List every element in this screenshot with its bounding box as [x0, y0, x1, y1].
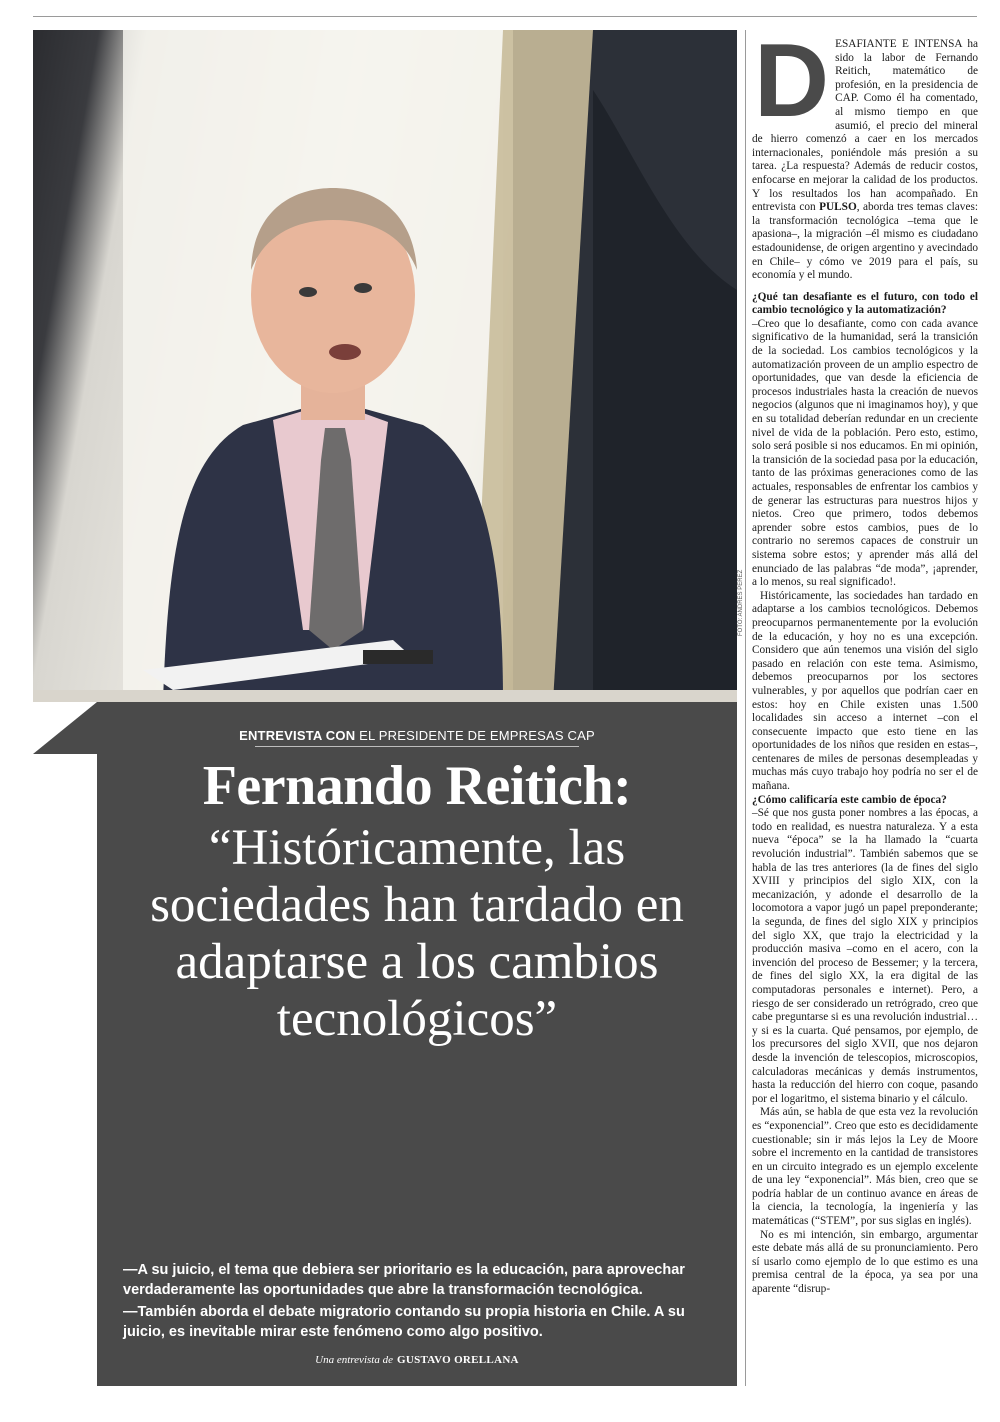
answer-2-cont-2: No es mi intención, sin embargo, argumentar este debate más allá de su pronunciamiento. Pero sí usarlo como ejemplo de lo que estimo es una premisa central de la época, ya sea por una aparente “disrup- — [752, 1228, 978, 1296]
top-rule — [33, 16, 977, 17]
headline-quote: “Históricamente, las sociedades han tardado en adaptarse a los cambios tecnológicos” — [150, 820, 684, 1047]
kicker — [97, 728, 737, 743]
article-column — [752, 23, 978, 1297]
portrait-photo — [33, 30, 737, 702]
question-1: ¿Qué tan desafiante es el futuro, con todo el cambio tecnológico y la automatización? — [752, 290, 978, 317]
headline-panel — [97, 702, 737, 1386]
deck-list — [123, 1260, 723, 1344]
byline — [97, 1354, 737, 1366]
answer-1-cont: Históricamente, las sociedades han tardado en adaptarse a los cambios tecnológicos. Debemos preocuparnos permanentemente por la evolución de la educación, y hoy no es una excepción. Considero que aún tenemos una visión del siglo pasado en relación con este tema. Asimismo, debemos preocuparnos por los sectores vulnerables, y por aquellos que podrían caer en estos: hoy en Chile existen unas 1.500 localidades sin acceso a internet –con el consecuente impacto que esto tiene en las oportunidades de los niños que residen en estas–, centenares de miles de personas desempleadas y muchas más cuyo trabajo hoy podría no ser el de mañana. — [752, 589, 978, 793]
kicker-underline — [255, 746, 579, 747]
headline-name: Fernando Reitich: — [202, 755, 632, 817]
kicker-rest: EL PRESIDENTE DE EMPRESAS CAP — [355, 728, 595, 743]
intro-text-b: , aborda tres temas claves: la transformación tecnológica –tema que le apasiona–, la migración –él mismo es ciudadano estadounidense, de origen argentino y avecindado en Chile– y cómo ve 2019 para el país, su economía y el mundo. — [752, 201, 978, 282]
byline-author: GUSTAVO ORELLANA — [396, 1354, 519, 1366]
intro-text-a: ESAFIANTE E INTENSA ha sido la labor de Fernando Reitich, matemático de profesión, en la presidencia de CAP. Como él ha comentado, al mismo tiempo en que asumió, el precio del mineral de hierro comenzó a caer en los mercados internacionales, poniéndole más presión a su tarea. ¿La respuesta? Además de reducir costos, enfocarse en mejorar la calidad de los productos. Y los resultados los han acompañado. En entrevista con — [752, 38, 978, 214]
answer-1: –Creo que lo desafiante, como con cada avance significativo de la humanidad, será la transición de la sociedad. Los cambios tecnológicos y la automatización proveen de un amplio espectro de oportunidades, que van desde la eficiencia de procesos industriales hasta la creación de nuevos negocios (algunos que ni imaginamos hoy), y que en su totalidad deberían redundar en un creciente nivel de vida de la población. Pero esto, estimo, solo será posible si nos educamos. En mi opinión, la transición de la sociedad pasa por la educación, tanto de las próximas generaciones como de las actuales, responsables de enfrentar los cambios y de generar las estructuras para nuestros hijos y nietos. Creo que primero, todos debemos aprender sobre estos cambios, pues de lo contrario no seremos capaces de construir un sistema sobre estos; y aprender más allá del enunciado de las palabras “de moda”, ¡aprender, a lo menos, su real significado!. — [752, 317, 978, 589]
headline — [97, 754, 737, 1048]
drop-cap: D — [754, 23, 830, 139]
answer-2-cont: Más aún, se habla de que esta vez la revolución es “exponencial”. Creo que esto es decididamente cuestionable; sin ir más lejos la Ley de Moore sobre el incremento en la cantidad de transistores en un circuito integrado es un ejemplo excelente de una ley “exponencial”. Más bien, creo que se podría hablar de un continuo avance en áreas de la ciencia, la tecnología, la ingeniería y las matemáticas (“STEM”, por sus siglas en inglés). — [752, 1106, 978, 1228]
portrait-illustration — [33, 30, 737, 702]
brand-name: PULSO — [819, 201, 857, 214]
answer-2: –Sé que nos gusta poner nombres a las épocas, a todo en realidad, es nuestra naturaleza. Y a esta nueva “época” se la ha llamado la “cuarta revolución industrial”. También sabemos que se habla de las tres anteriores (la de fines del siglo XVIII y principios del siglo XIX, con la mecanización, y adonde el desarrollo de la locomotora a vapor jugó un papel preponderante; la segunda, de fines del siglo XIX y principios del siglo XX, que trajo la electricidad y la producción masiva –como en el acero, con la invención del proceso de Bessemer; y la tercera, de fines del siglo XX, la era digital de las computadoras personales e internet). Pero, a riesgo de ser considerado un retrógrado, creo que cabe preguntarse si es una revolución industrial… y si es la cuarta. Qué pensamos, por ejemplo, de los precursores del siglo XVII, que nos dejaron desde la invención de telescopios, microscopios, calculadoras mecánicas y demás instrumentos, hasta la reducción del hierro con coque, pasando por el logaritmo, el sistema binario y el cálculo. — [752, 807, 978, 1105]
deck-item: —También aborda el debate migratorio contando su propia historia en Chile. A su juicio, es inevitable mirar este fenómeno como algo positivo. — [123, 1304, 685, 1340]
deck-item: —A su juicio, el tema que debiera ser prioritario es la educación, para aprovechar verdaderamente las oportunidades que abre la transformación tecnológica. — [123, 1262, 685, 1298]
column-rule — [745, 30, 746, 1386]
byline-prefix: Una entrevista de — [315, 1354, 393, 1366]
photo-credit: FOTO: ANDRES PEREZ — [738, 569, 744, 636]
kicker-bold: ENTREVISTA CON — [239, 728, 356, 743]
question-2: ¿Cómo calificaría este cambio de época? — [752, 793, 947, 806]
panel-wedge-cut — [33, 702, 97, 754]
